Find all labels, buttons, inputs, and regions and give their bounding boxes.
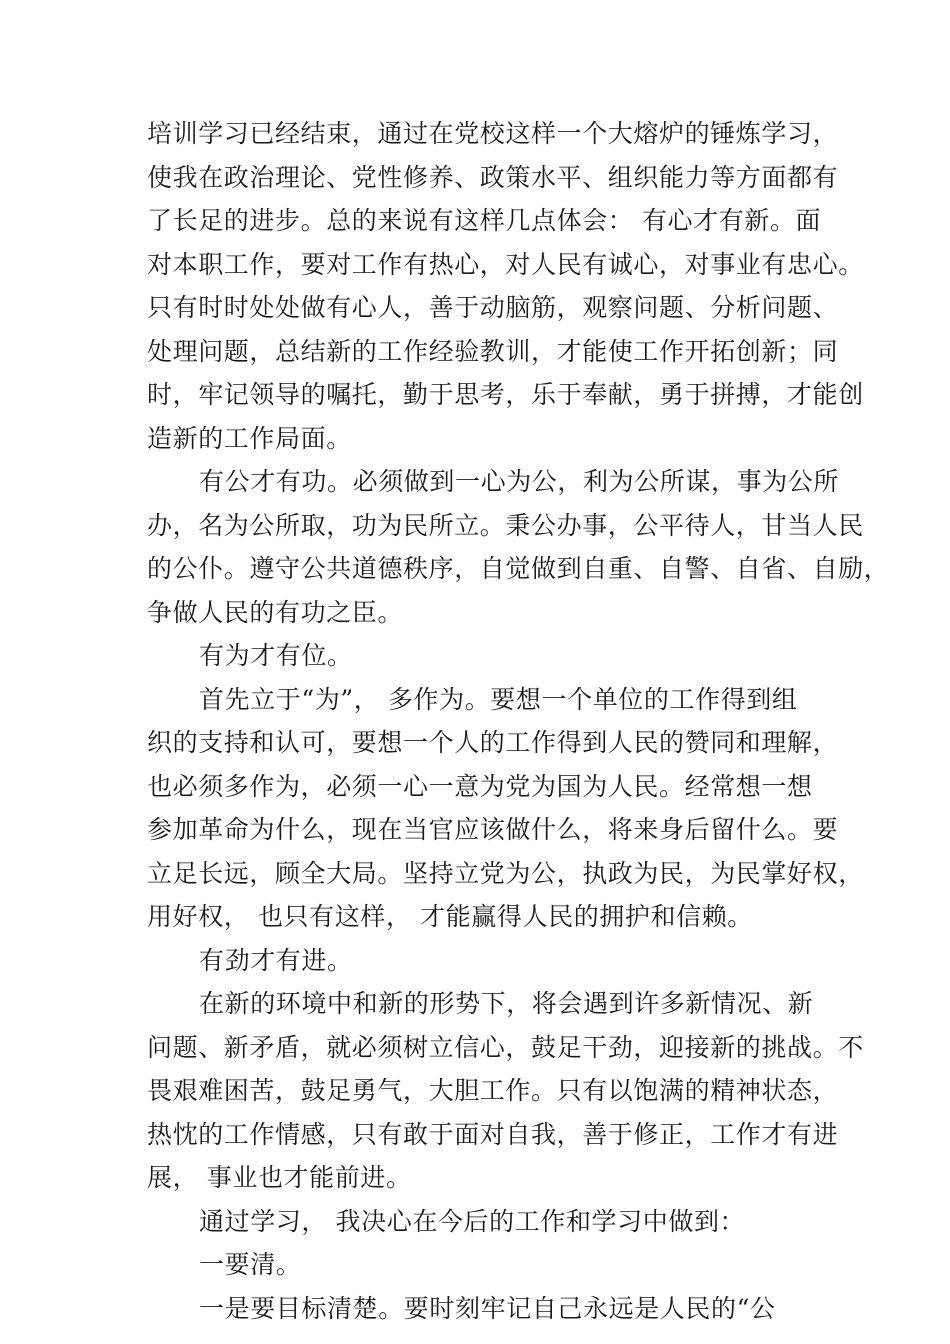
text-line: 办，名为公所取，功为民所立。秉公办事，公平待人，甘当人民	[147, 510, 864, 540]
text-line: 争做人民的有功之臣。	[147, 597, 404, 627]
text-line: 参加革命为什么，现在当官应该做什么，将来身后留什么。要	[147, 815, 839, 844]
text-line: 培训学习已经结束，通过在党校这样一个大熔炉的锤炼学习，	[147, 119, 839, 148]
text-line: 一要清。	[199, 1250, 302, 1279]
text-line: 也必须多作为，必须一心一意为党为国为人民。经常想一想	[147, 771, 813, 801]
body-text	[147, 112, 890, 1330]
text-line: 有为才有位。	[199, 641, 353, 670]
text-line: 首先立于“为”， 多作为。要想一个单位的工作得到组	[199, 684, 798, 714]
text-line: 织的支持和认可，要想一个人的工作得到人民的赞同和理解，	[147, 728, 839, 757]
text-line: 立足长远，顾全大局。坚持立党为公，执政为民，为民掌好权，	[147, 858, 864, 888]
text-line: 在新的环境中和新的形势下，将会遇到许多新情况、新	[199, 989, 814, 1018]
text-line: 展， 事业也才能前进。	[147, 1163, 412, 1192]
text-line: 造新的工作局面。	[147, 423, 352, 453]
text-line: 了长足的进步。总的来说有这样几点体会： 有心才有新。面	[147, 206, 822, 235]
text-line: 的公仆。遵守公共道德秩序，自觉做到自重、自警、自省、自励，	[147, 554, 890, 583]
text-line: 问题、新矛盾，就必须树立信心，鼓足干劲，迎接新的挑战。不	[147, 1032, 864, 1062]
text-line: 只有时时处处做有心人，善于动脑筋，观察问题、分析问题、	[147, 293, 839, 322]
text-line: 用好权， 也只有这样， 才能赢得人民的拥护和信赖。	[147, 902, 753, 931]
text-line: 有劲才有进。	[199, 945, 353, 975]
text-line: 通过学习， 我决心在今后的工作和学习中做到：	[199, 1206, 746, 1236]
text-line: 对本职工作，要对工作有热心，对人民有诚心，对事业有忠心。	[147, 249, 864, 279]
text-line: 时，牢记领导的嘱托，勤于思考，乐于奉献，勇于拼搏，才能创	[147, 380, 864, 409]
text-line: 使我在政治理论、党性修养、政策水平、组织能力等方面都有	[147, 162, 839, 192]
text-line: 畏艰难困苦，鼓足勇气，大胆工作。只有以饱满的精神状态，	[147, 1076, 839, 1105]
text-line: 热忱的工作情感，只有敢于面对自我，善于修正，工作才有进	[147, 1119, 839, 1149]
text-line: 一是要目标清楚。要时刻牢记自己永远是人民的“公	[199, 1293, 776, 1323]
text-line: 处理问题，总结新的工作经验教训，才能使工作开拓创新；同	[147, 336, 839, 366]
text-line: 有公才有功。必须做到一心为公，利为公所谋，事为公所	[199, 467, 840, 496]
